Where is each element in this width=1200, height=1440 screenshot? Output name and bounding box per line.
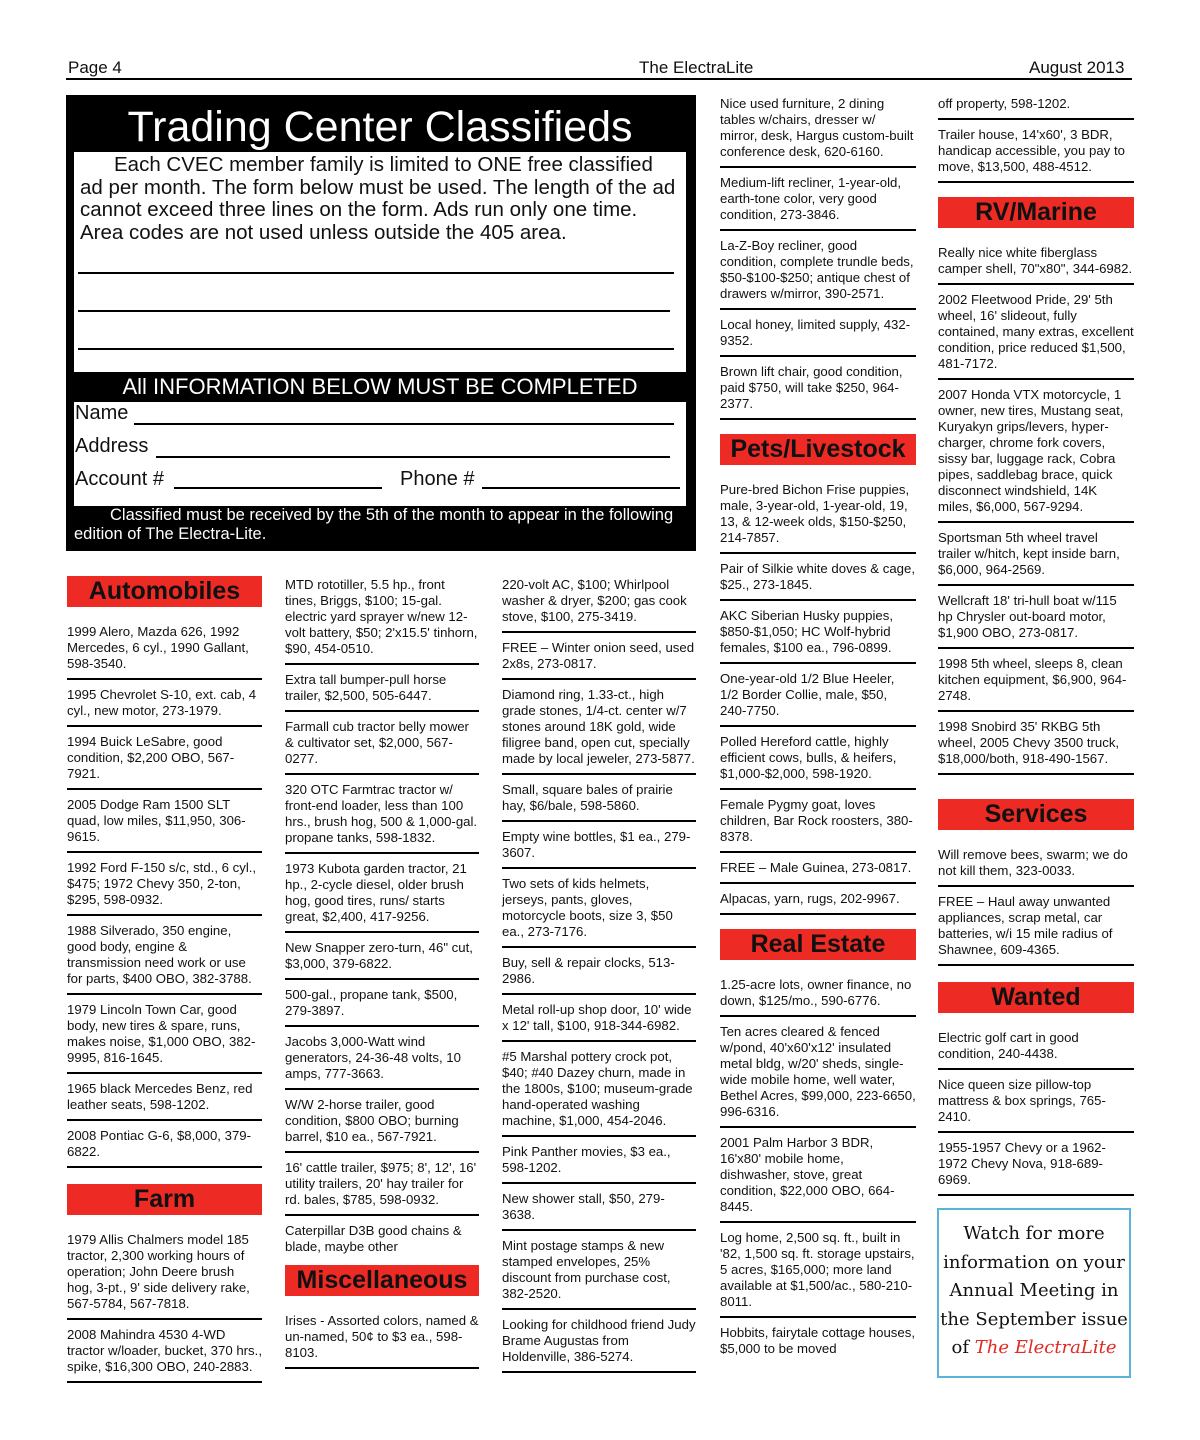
ad-line-2[interactable] bbox=[78, 310, 670, 312]
section-miscellaneous: Miscellaneous bbox=[285, 1265, 479, 1296]
classified-ad: MTD rototiller, 5.5 hp., front tines, Briggs, $100; 15-gal. electric yard sprayer w/new 12-volt battery, $50; 2'x15.5' tinhorn, $90, 454-0510. bbox=[285, 570, 479, 665]
classified-ad: FREE – Haul away unwanted appliances, scrap metal, car batteries, w/i 15 mile radius of Shawnee, 609-4365. bbox=[938, 887, 1134, 966]
classified-ad: Will remove bees, swarm; we do not kill them, 323-0033. bbox=[938, 840, 1134, 887]
classified-ad: Ten acres cleared & fenced w/pond, 40'x60'x12' insulated metal bldg, w/20' sheds, single-wide mobile home, well water, Bethel Acres, $99,000, 223-6650, 996-6316. bbox=[720, 1017, 916, 1128]
classified-ad: 2008 Mahindra 4530 4-WD tractor w/loader, bucket, 370 hrs., spike, $16,300 OBO, 240-2883. bbox=[67, 1320, 262, 1383]
form-fields-area bbox=[74, 402, 686, 506]
address-field[interactable] bbox=[156, 456, 670, 458]
classified-ad: Two sets of kids helmets, jerseys, pants, gloves, motorcycle boots, size 3, $50 ea., 273-7176. bbox=[502, 869, 696, 948]
classified-ad: 16' cattle trailer, $975; 8', 12', 16' utility trailers, 20' hay trailer for rd. bales, $785, 598-0932. bbox=[285, 1153, 479, 1216]
classified-ad: Metal roll-up shop door, 10' wide x 12' tall, $100, 918-344-6982. bbox=[502, 995, 696, 1042]
form-notice: Classified must be received by the 5th of the month to appear in the following edition of The Electra-Lite. bbox=[74, 506, 674, 543]
section-pets-livestock: Pets/Livestock bbox=[720, 434, 916, 465]
classified-ad: Caterpillar D3B good chains & blade, maybe other bbox=[285, 1223, 462, 1254]
classified-ad: One-year-old 1/2 Blue Heeler, 1/2 Border Collie, male, $50, 240-7750. bbox=[720, 664, 916, 727]
column-4 bbox=[720, 89, 916, 1363]
classified-ad: 220-volt AC, $100; Whirlpool washer & dryer, $200; gas cook stove, $100, 275-3419. bbox=[502, 570, 696, 633]
section-real-estate: Real Estate bbox=[720, 929, 916, 960]
classified-ad: Polled Hereford cattle, highly efficient cows, bulls, & heifers, $1,000-$2,000, 598-1920. bbox=[720, 727, 916, 790]
classified-ad: 320 OTC Farmtrac tractor w/ front-end loader, less than 100 hrs., brush hog, 500 & 1,000-gal. propane tanks, 598-1832. bbox=[285, 775, 479, 854]
form-banner: All INFORMATION BELOW MUST BE COMPLETED bbox=[74, 372, 686, 402]
page-number: Page 4 bbox=[68, 58, 122, 77]
classified-ad: Nice used furniture, 2 dining tables w/chairs, dresser w/ mirror, desk, Hargus custom-built conference desk, 620-6160. bbox=[720, 89, 916, 168]
classified-ad: 2008 Pontiac G-6, $8,000, 379-6822. bbox=[67, 1121, 262, 1168]
classified-ad: Mint postage stamps & new stamped envelopes, 25% discount from purchase cost, 382-2520. bbox=[502, 1231, 696, 1310]
annual-meeting-notice bbox=[937, 1208, 1131, 1378]
column-5 bbox=[938, 89, 1134, 1196]
classified-ad: Female Pygmy goat, loves children, Bar Rock roosters, 380-8378. bbox=[720, 790, 916, 853]
phone-label: Phone # bbox=[400, 468, 475, 490]
account-label: Account # bbox=[75, 468, 164, 490]
classified-ad: FREE – Male Guinea, 273-0817. bbox=[720, 853, 916, 884]
classified-ad: #5 Marshal pottery crock pot, $40; #40 Dazey churn, made in the 1800s, $100; museum-grade hand-operated washing machine, $1,000, 454-2046. bbox=[502, 1042, 696, 1137]
classified-ad: 2001 Palm Harbor 3 BDR, 16'x80' mobile home, dishwasher, stove, great condition, $22,000 OBO, 664-8445. bbox=[720, 1128, 916, 1223]
classified-ad: Buy, sell & repair clocks, 513-2986. bbox=[502, 948, 696, 995]
section-farm: Farm bbox=[67, 1184, 262, 1215]
classified-ad: 1988 Silverado, 350 engine, good body, engine & transmission need work or use for parts, $400 OBO, 382-3788. bbox=[67, 916, 262, 995]
classified-ad: La-Z-Boy recliner, good condition, complete trundle beds, $50-$100-$250; antique chest of drawers w/mirror, 390-2571. bbox=[720, 231, 916, 310]
name-field[interactable] bbox=[134, 423, 674, 425]
classified-ad: 2005 Dodge Ram 1500 SLT quad, low miles, $11,950, 306-9615. bbox=[67, 790, 262, 853]
account-field[interactable] bbox=[174, 487, 382, 489]
paper-name: The ElectraLite bbox=[639, 58, 754, 77]
address-label: Address bbox=[75, 435, 149, 457]
classified-ad: 1979 Lincoln Town Car, good body, new tires & spare, runs, makes noise, $1,000 OBO, 382-9995, 816-1645. bbox=[67, 995, 262, 1074]
classified-ad: off property, 598-1202. bbox=[938, 89, 1134, 120]
classified-ad: Pair of Silkie white doves & cage, $25., 273-1845. bbox=[720, 554, 916, 601]
ad-line-3[interactable] bbox=[78, 348, 674, 350]
notice-text: Watch for more information on your Annual Meeting in the September issue of bbox=[940, 1223, 1128, 1358]
classified-ad: 1994 Buick LeSabre, good condition, $2,200 OBO, 567-7921. bbox=[67, 727, 262, 790]
classified-ad: 1999 Alero, Mazda 626, 1992 Mercedes, 6 cyl., 1990 Gallant, 598-3540. bbox=[67, 617, 262, 680]
classified-ad: Alpacas, yarn, rugs, 202-9967. bbox=[720, 884, 916, 915]
classified-ad: Nice queen size pillow-top mattress & box springs, 765-2410. bbox=[938, 1070, 1134, 1133]
classified-ad: 2007 Honda VTX motorcycle, 1 owner, new tires, Mustang seat, Kuryakyn grips/levers, hyper-charger, chrome fork covers, sissy bar, luggage rack, Cobra pipes, saddlebag brace, quick disconnect windshield, 14K miles, $6,000, 567-9294. bbox=[938, 380, 1134, 523]
classified-ad: Looking for childhood friend Judy Brame Augustas from Holdenville, 386-5274. bbox=[502, 1310, 696, 1373]
classified-ad: Pink Panther movies, $3 ea., 598-1202. bbox=[502, 1137, 696, 1184]
classified-ad: 1992 Ford F-150 s/c, std., 6 cyl., $475; 1972 Chevy 350, 2-ton, $295, 598-0932. bbox=[67, 853, 262, 916]
form-title: Trading Center Classifieds bbox=[78, 104, 682, 150]
classified-ad: 1995 Chevrolet S-10, ext. cab, 4 cyl., new motor, 273-1979. bbox=[67, 680, 262, 727]
classified-ad: 1955-1957 Chevy or a 1962-1972 Chevy Nova, 918-689-6969. bbox=[938, 1133, 1134, 1196]
phone-field[interactable] bbox=[482, 487, 680, 489]
classified-ad: 2002 Fleetwood Pride, 29' 5th wheel, 16' slideout, fully contained, many extras, excellent condition, price reduced $1,500, 481-7172. bbox=[938, 285, 1134, 380]
classified-ad: Hobbits, fairytale cottage houses, $5,000 to be moved bbox=[720, 1325, 915, 1356]
classified-ad: New Snapper zero-turn, 46" cut, $3,000, 379-6822. bbox=[285, 933, 479, 980]
classified-ad: 1998 5th wheel, sleeps 8, clean kitchen equipment, $6,900, 964-2748. bbox=[938, 649, 1134, 712]
classified-ad: Medium-lift recliner, 1-year-old, earth-tone color, very good condition, 273-3846. bbox=[720, 168, 916, 231]
notice-paper-name: The ElectraLite bbox=[974, 1337, 1117, 1358]
classified-ad: Small, square bales of prairie hay, $6/bale, 598-5860. bbox=[502, 775, 696, 822]
column-3 bbox=[502, 570, 696, 1373]
classified-ad: 1973 Kubota garden tractor, 21 hp., 2-cycle diesel, older brush hog, good tires, runs/ starts great, $2,400, 417-9256. bbox=[285, 854, 479, 933]
column-2 bbox=[285, 570, 479, 1369]
header-rule bbox=[66, 78, 1132, 80]
classified-ad: W/W 2-horse trailer, good condition, $800 OBO; burning barrel, $10 ea., 567-7921. bbox=[285, 1090, 479, 1153]
name-label: Name bbox=[75, 402, 129, 424]
classified-ad: Log home, 2,500 sq. ft., built in '82, 1,500 sq. ft. storage upstairs, 5 acres, $165,000; more land available at $1,500/ac., 580-210-8011. bbox=[720, 1223, 916, 1318]
classified-ad: Irises - Assorted colors, named & un-named, 50¢ to $3 ea., 598-8103. bbox=[285, 1306, 479, 1369]
section-rv-marine: RV/Marine bbox=[938, 197, 1134, 228]
classified-ad: Wellcraft 18' tri-hull boat w/115 hp Chrysler out-board motor, $1,900 OBO, 273-0817. bbox=[938, 586, 1134, 649]
classified-ad: Pure-bred Bichon Frise puppies, male, 3-year-old, 1-year-old, 19, 13, & 12-week olds, $150-$250, 214-7857. bbox=[720, 475, 916, 554]
classified-ad: 1.25-acre lots, owner finance, no down, $125/mo., 590-6776. bbox=[720, 970, 916, 1017]
classified-ad: 1965 black Mercedes Benz, red leather seats, 598-1202. bbox=[67, 1074, 262, 1121]
classified-ad: FREE – Winter onion seed, used 2x8s, 273-0817. bbox=[502, 633, 696, 680]
section-automobiles: Automobiles bbox=[67, 576, 262, 607]
classified-ad: Extra tall bumper-pull horse trailer, $2,500, 505-6447. bbox=[285, 665, 479, 712]
classified-ad: Jacobs 3,000-Watt wind generators, 24-36-48 volts, 10 amps, 777-3663. bbox=[285, 1027, 479, 1090]
classified-ad: Trailer house, 14'x60', 3 BDR, handicap accessible, you pay to move, $13,500, 488-4512. bbox=[938, 120, 1134, 183]
section-services: Services bbox=[938, 799, 1134, 830]
classified-ad: Sportsman 5th wheel travel trailer w/hitch, kept inside barn, $6,000, 964-2569. bbox=[938, 523, 1134, 586]
column-1 bbox=[67, 572, 262, 1383]
classified-ad: Local honey, limited supply, 432-9352. bbox=[720, 310, 916, 357]
classified-ad: AKC Siberian Husky puppies, $850-$1,050; HC Wolf-hybrid females, $100 ea., 796-0899. bbox=[720, 601, 916, 664]
classified-ad: New shower stall, $50, 279-3638. bbox=[502, 1184, 696, 1231]
classified-ad: 1998 Snobird 35' RKBG 5th wheel, 2005 Chevy 3500 truck, $18,000/both, 918-490-1567. bbox=[938, 712, 1134, 775]
classified-ad: Electric golf cart in good condition, 240-4438. bbox=[938, 1023, 1134, 1070]
classified-ad: 1979 Allis Chalmers model 185 tractor, 2,300 working hours of operation; John Deere brush hog, 3-pt., 9' side delivery rake, 567-5784, 567-7818. bbox=[67, 1225, 262, 1320]
issue-date: August 2013 bbox=[1029, 58, 1125, 77]
classified-ad: Brown lift chair, good condition, paid $750, will take $250, 964-2377. bbox=[720, 357, 916, 420]
ad-line-1[interactable] bbox=[78, 272, 674, 274]
classified-ad: Empty wine bottles, $1 ea., 279-3607. bbox=[502, 822, 696, 869]
classified-ad: Farmall cub tractor belly mower & cultivator set, $2,000, 567-0277. bbox=[285, 712, 479, 775]
classified-ad: 500-gal., propane tank, $500, 279-3897. bbox=[285, 980, 479, 1027]
classified-ad: Diamond ring, 1.33-ct., high grade stones, 1/4-ct. center w/7 stones around 18K gold, wide filigree band, open cut, specially made by local jeweler, 273-5877. bbox=[502, 680, 696, 775]
classified-ad: Really nice white fiberglass camper shell, 70"x80", 344-6982. bbox=[938, 238, 1134, 285]
section-wanted: Wanted bbox=[938, 982, 1134, 1013]
form-intro: Each CVEC member family is limited to ONE free classified ad per month. The form below must be used. The length of the ad cannot exceed three lines on the form. Ads run only one time. Area codes are not used unless outside the 405 area. bbox=[80, 153, 676, 244]
